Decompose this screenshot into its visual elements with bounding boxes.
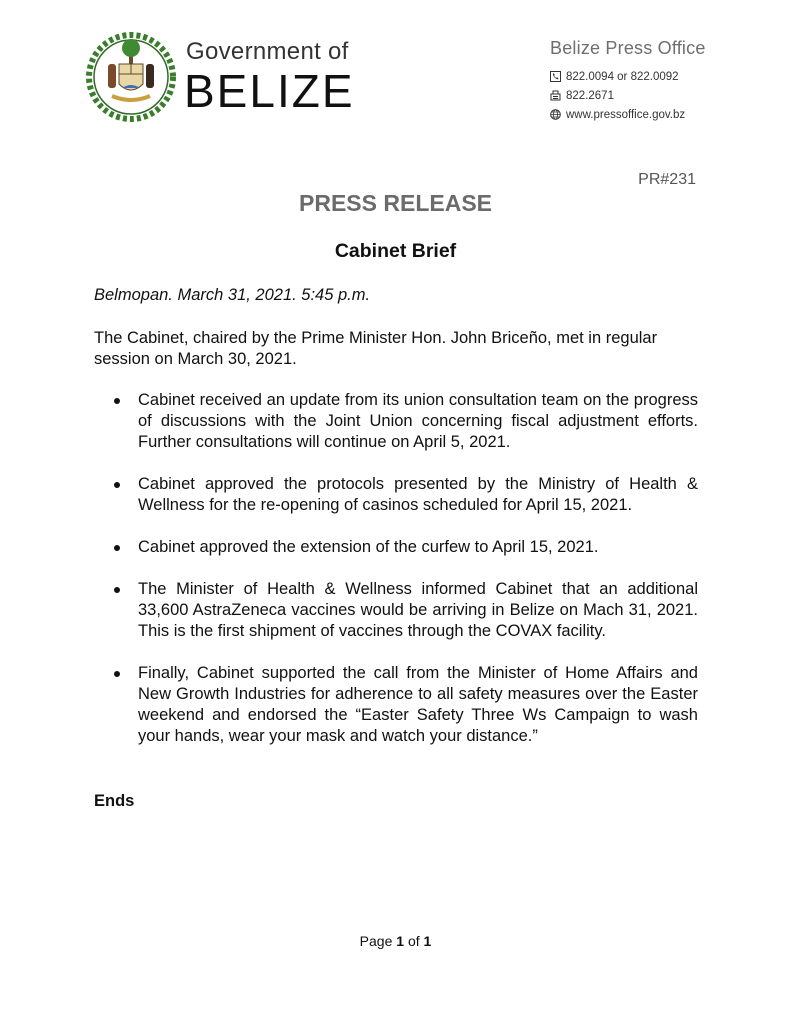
list-item-text: Cabinet approved the extension of the curfew to April 15, 2021. [138,538,599,556]
phone-number: 822.0094 or 822.0092 [566,70,679,83]
website-link[interactable]: www.pressoffice.gov.bz [566,108,686,121]
list-item [94,474,698,516]
belize-coat-of-arms-icon [86,32,176,122]
list-item-text: Cabinet received an update from its union consultation team on the progress of discussions with the Joint Union concerning fiscal adjustment efforts. Further consultations will continue on April 5, 2021. [138,391,698,451]
bullet-icon [114,398,120,404]
press-release-heading: PRESS RELEASE [299,190,492,216]
press-office-contacts [550,38,770,124]
of-word: of [407,933,420,949]
page-footer [0,933,791,949]
list-item [94,663,698,747]
list-item-text: Finally, Cabinet supported the call from the Minister of Home Affairs and New Growth Industries for adherence to all safety measures over the Easter weekend and endorsed the “Easter Safety Three Ws Campaign to wash your hands, wear your mask and watch your distance.” [138,664,698,745]
page-word: Page [359,933,393,949]
page-current: 1 [396,933,405,949]
belize-label: BELIZE [184,65,355,117]
phone-icon [550,71,561,82]
list-item [94,579,698,642]
list-item-text: The Minister of Health & Wellness informed Cabinet that an additional 33,600 AstraZeneca vaccines would be arriving in Belize on Mach 31, 2021. This is the first shipment of vaccines through the COVAX facility. [138,580,698,640]
government-header [86,32,355,122]
website-row [550,105,770,124]
office-name: Belize Press Office [550,38,706,58]
bullet-icon [114,482,120,488]
ends-label: Ends [94,792,135,810]
phone-row [550,67,770,86]
list-item-text: Cabinet approved the protocols presented by the Ministry of Health & Wellness for the re-opening of casinos scheduled for April 15, 2021. [138,475,698,514]
government-of-label: Government of [186,38,349,65]
page-total: 1 [423,933,432,949]
release-number: PR#231 [638,171,696,188]
globe-icon [550,109,561,120]
document-title: Cabinet Brief [334,240,457,262]
fax-icon [550,90,561,101]
bullet-icon [114,545,120,551]
fax-number: 822.2671 [566,89,614,102]
government-title [184,38,355,117]
list-item [94,390,698,453]
fax-row [550,86,770,105]
dateline: Belmopan. March 31, 2021. 5:45 p.m. [94,286,371,304]
list-item [94,537,698,558]
intro-paragraph: The Cabinet, chaired by the Prime Minister Hon. John Briceño, met in regular session on March 30, 2021. [94,329,658,368]
bullet-icon [114,587,120,593]
cabinet-decisions-list [94,390,698,768]
bullet-icon [114,671,120,677]
